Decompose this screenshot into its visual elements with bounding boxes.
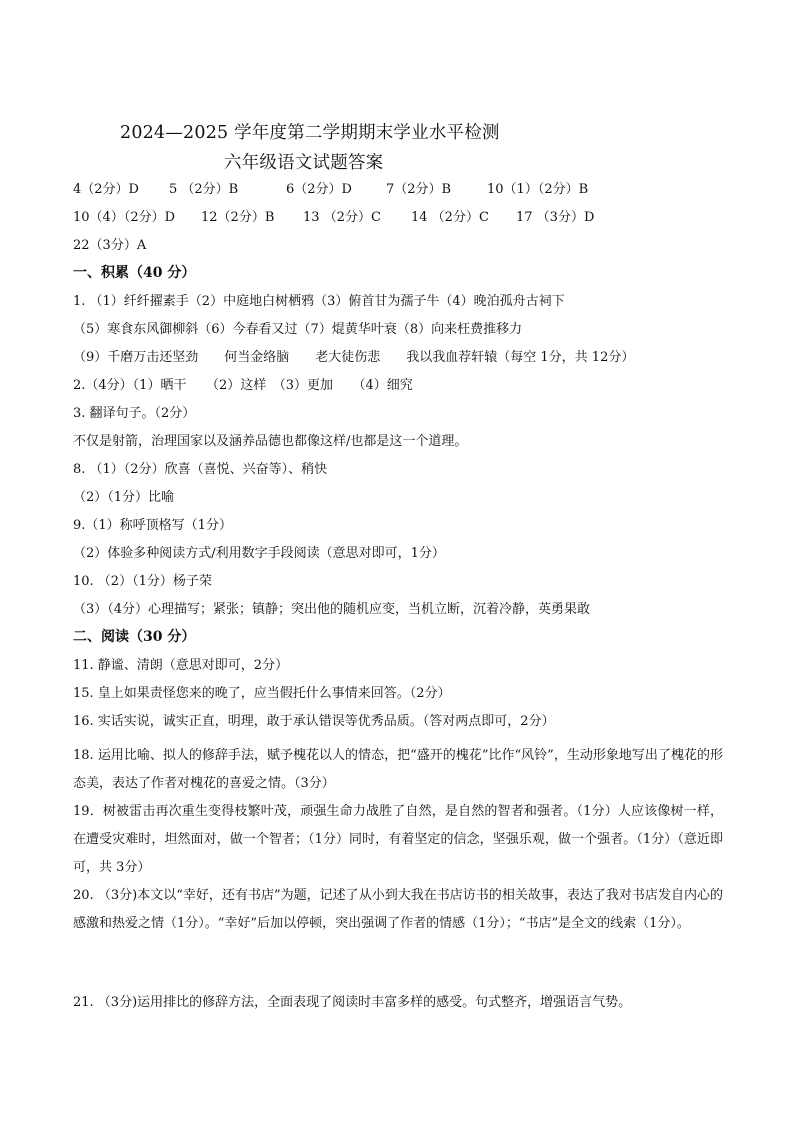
mcq-row-2 xyxy=(73,210,594,226)
mcq-answer: 17 （3分）D xyxy=(516,210,595,225)
mcq-answer: 22（3分）A xyxy=(73,238,147,253)
answer-paragraph-19: 19．树被雷击再次重生变得枝繁叶茂，顽强生命力战胜了自然，是自然的智者和强者。（1分）人应该像树一样，在遭受灾难时，坦然面对，做一个智者；（1分）同时，有着坚定的信念，坚强乐观，做一个强者。（1分）（意近即可，共 3分） xyxy=(73,804,723,875)
answer-paragraph-18: 18. 运用比喻、拟人的修辞手法，赋予槐花以人的情态，把“盛开的槐花”比作“风铃”，生动形象地写出了槐花的形态美，表达了作者对槐花的喜爱之情。（3分） xyxy=(73,748,723,791)
section-heading-reading: 二、阅读（30 分） xyxy=(73,629,196,645)
mcq-answer: 13 （2分）C xyxy=(303,210,381,225)
answer-line: 11. 静谧、清朗（意思对即可，2分） xyxy=(73,658,289,673)
answer-line-21: 21. （3分)运用排比的修辞方法，全面表现了阅读时丰富多样的感受。句式整齐，增强语言气势。 xyxy=(73,995,632,1010)
answer-line: （9）千磨万击还坚劲 何当金络脑 老大徒伤悲 我以我血荐轩辕（每空 1分，共 12分） xyxy=(73,350,635,365)
answer-line: （2）（1分）比喻 xyxy=(73,490,175,505)
answer-line: 15. 皇上如果责怪您来的晚了，应当假托什么事情来回答。（2分） xyxy=(73,686,451,701)
mcq-answer: 12（2分）B xyxy=(201,210,275,225)
mcq-answer: 10（4）（2分）D xyxy=(73,210,176,225)
section-heading-accumulation: 一、积累（40 分） xyxy=(73,265,196,281)
answer-line: 8. （1）（2分）欣喜（喜悦、兴奋等）、稍快 xyxy=(73,462,328,477)
answer-line: 3. 翻译句子。（2分） xyxy=(73,406,196,421)
answer-line: 1. （1）纤纤擢素手（2）中庭地白树栖鸦（3）俯首甘为孺子牛（4）晚泊孤舟古祠下 xyxy=(73,294,565,309)
document-subtitle: 六年级语文试题答案 xyxy=(224,153,384,173)
answer-line: 16. 实话实说，诚实正直，明理，敢于承认错误等优秀品质。（答对两点即可，2分） xyxy=(73,714,555,729)
answer-line: （3）（4分）心理描写；紧张；镇静；突出他的随机应变，当机立断，沉着冷静，英勇果敢 xyxy=(73,602,591,617)
document-title: 2024—2025 学年度第二学期期末学业水平检测 xyxy=(120,123,500,143)
mcq-row-1 xyxy=(73,182,588,198)
mcq-answer: 10（1）（2分）B xyxy=(487,182,589,197)
answer-paragraph-20: 20. （3分)本文以“幸好，还有书店”为题，记述了从小到大我在书店访书的相关故事，表达了我对书店发自内心的感激和热爱之情（1分）。“幸好”后加以停顿，突出强调了作者的情感（1分）；“书店”是全文的线索（1分）。 xyxy=(73,888,723,931)
answer-line: （5）寒食东风御柳斜（6）今春看又过（7）焜黄华叶衰（8）向来枉费推移力 xyxy=(73,322,523,337)
mcq-answer: 7（2分）B xyxy=(386,182,452,197)
mcq-answer: 6（2分）D xyxy=(286,182,352,197)
answer-line: 10. （2）（1分）杨子荣 xyxy=(73,574,212,589)
mcq-answer: 14 （2分）C xyxy=(411,210,489,225)
answer-line: （2）体验多种阅读方式/利用数字手段阅读（意思对即可，1分） xyxy=(73,546,445,561)
answer-line: 9.（1）称呼顶格写（1分） xyxy=(73,518,232,533)
answer-line: 2.（4分）（1）晒干 （2）这样 （3）更加 （4）细究 xyxy=(73,378,413,393)
mcq-answer: 5 （2分）B xyxy=(169,182,239,197)
answer-line: 不仅是射箭，治理国家以及涵养品德也都像这样/也都是这一个道理。 xyxy=(73,434,468,449)
mcq-row-3 xyxy=(73,238,146,254)
mcq-answer: 4（2分）D xyxy=(73,182,139,197)
